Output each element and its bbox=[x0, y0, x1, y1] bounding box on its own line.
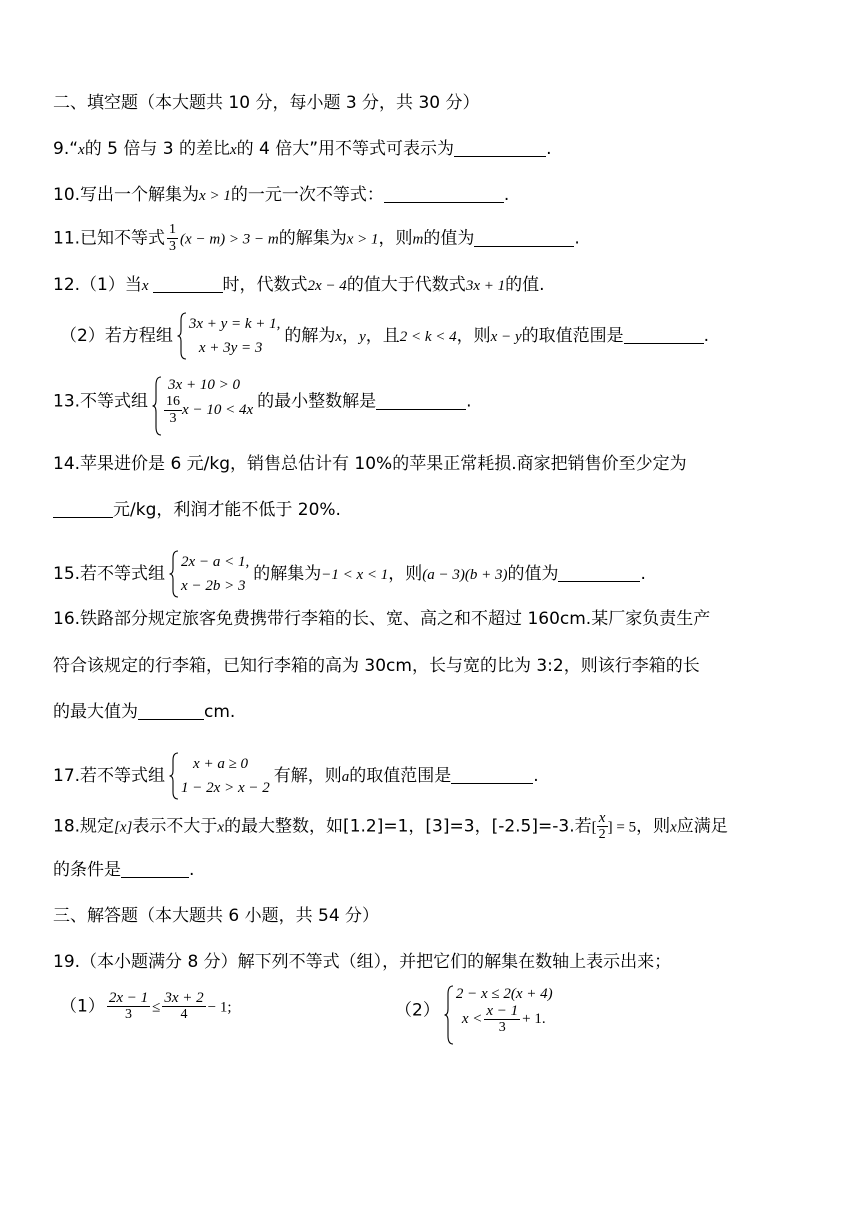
part-label: （1） bbox=[60, 996, 105, 1017]
question-16-line-3 bbox=[53, 700, 235, 724]
q12-text: 时，代数式 bbox=[222, 275, 308, 295]
q11-end: . bbox=[574, 228, 580, 249]
q12-text: 的值. bbox=[505, 275, 545, 295]
q11-fraction bbox=[167, 222, 178, 255]
system-row: 3x + y = k + 1, bbox=[188, 316, 281, 332]
numerator: 16 bbox=[166, 394, 181, 409]
system-row: x − 2b > 3 bbox=[181, 578, 246, 594]
left-brace-icon bbox=[169, 752, 179, 800]
question-11 bbox=[53, 222, 580, 255]
inequality-system bbox=[444, 985, 553, 1036]
left-brace-icon bbox=[169, 550, 179, 598]
numerator: 2x − 1 bbox=[108, 990, 149, 1006]
left-brace-icon bbox=[152, 376, 162, 436]
question-17 bbox=[53, 752, 539, 800]
system-row: 1 − 2x > x − 2 bbox=[181, 780, 270, 796]
q13-text: 13.不等式组 bbox=[53, 391, 149, 412]
q12-end: . bbox=[703, 326, 710, 346]
question-19-part-1 bbox=[60, 990, 232, 1023]
denominator: 3 bbox=[169, 411, 177, 426]
denominator: 2 bbox=[598, 827, 606, 842]
q19-fraction bbox=[484, 1003, 520, 1036]
answer-blank[interactable] bbox=[624, 325, 704, 344]
q18-var: x bbox=[670, 819, 677, 836]
system-row bbox=[164, 394, 253, 427]
q19-math: x < bbox=[461, 1010, 483, 1027]
system-row: 2x − a < 1, bbox=[181, 554, 250, 570]
q12-math: 2x − 4 bbox=[307, 278, 347, 294]
q11-text: 的值为 bbox=[423, 228, 475, 249]
answer-blank[interactable] bbox=[474, 228, 574, 247]
question-18-line-2 bbox=[53, 858, 194, 882]
q9-var: x bbox=[78, 142, 85, 158]
inequality-system bbox=[169, 752, 270, 800]
q12-text: 12.（1）当 bbox=[53, 275, 142, 295]
q15-math: −1 < x < 1 bbox=[321, 567, 389, 583]
q17-text: 17.若不等式组 bbox=[53, 766, 166, 786]
q12-math: 3x + 1 bbox=[465, 278, 506, 294]
q18-bracket: [ bbox=[591, 819, 597, 836]
denominator: 3 bbox=[124, 1007, 132, 1022]
numerator: x − 1 bbox=[486, 1003, 519, 1019]
q12-text: ，则 bbox=[456, 326, 491, 346]
q12-math: x − y bbox=[490, 329, 522, 345]
question-13 bbox=[53, 376, 472, 427]
system-row: x + a ≥ 0 bbox=[193, 756, 249, 772]
q9-var: x bbox=[229, 142, 237, 158]
q11-math: (x − m) > 3 − m bbox=[180, 231, 279, 248]
q17-end: . bbox=[533, 766, 539, 786]
q15-text: 的值为 bbox=[507, 564, 559, 584]
q12-text: （2）若方程组 bbox=[60, 326, 173, 346]
q19-math: − 1; bbox=[207, 999, 232, 1016]
answer-blank[interactable] bbox=[153, 274, 223, 293]
numerator: 1 bbox=[169, 222, 177, 237]
section-title: 二、填空题（本大题共 10 分，每小题 3 分，共 30 分） bbox=[53, 93, 480, 113]
answer-blank[interactable] bbox=[558, 563, 640, 582]
question-12-part-2 bbox=[60, 312, 709, 360]
q12-text: 的取值范围是 bbox=[521, 326, 624, 346]
left-brace-icon bbox=[177, 312, 187, 360]
q18-text: ，则 bbox=[636, 816, 671, 837]
q17-var: a bbox=[341, 769, 350, 785]
q17-text: 有解，则 bbox=[273, 766, 342, 786]
question-16-line-1: 16.铁路部分规定旅客免费携带行李箱的长、宽、高之和不超过 160cm.某厂家负责生产 bbox=[53, 609, 711, 629]
q13-fraction bbox=[164, 394, 182, 427]
q11-var: m bbox=[412, 231, 424, 248]
answer-blank[interactable] bbox=[376, 391, 466, 410]
q11-math: x > 1 bbox=[346, 231, 379, 248]
q13-end: . bbox=[466, 391, 472, 412]
q12-text: ，且 bbox=[365, 326, 400, 346]
question-12-part-1 bbox=[53, 273, 545, 298]
q19-math: ≤ bbox=[152, 999, 161, 1016]
q13-text: 的最小整数解是 bbox=[257, 391, 377, 412]
equation-system bbox=[177, 312, 281, 360]
q19-math: + 1. bbox=[522, 1010, 546, 1027]
q13-math: x − 10 < 4x bbox=[182, 401, 254, 418]
denominator: 3 bbox=[498, 1020, 506, 1035]
question-9 bbox=[53, 137, 551, 162]
q15-text: ，则 bbox=[388, 564, 423, 584]
q12-var: y bbox=[359, 329, 366, 345]
inequality-system bbox=[152, 376, 253, 427]
system-row: 2 − x ≤ 2(x + 4) bbox=[455, 986, 553, 1002]
q11-text: ，则 bbox=[378, 228, 413, 249]
q18-text: 18.规定 bbox=[53, 816, 115, 837]
q16-text: cm. bbox=[204, 702, 236, 722]
q18-math: [x] bbox=[114, 819, 133, 836]
answer-blank[interactable] bbox=[53, 499, 113, 518]
q10-text: 10.写出一个解集为 bbox=[53, 185, 200, 205]
q18-var: x bbox=[217, 819, 225, 836]
q12-var: x bbox=[335, 329, 343, 345]
q19-fraction bbox=[107, 990, 150, 1023]
q18-text: 的最大整数，如[1.2]=1，[3]=3，[-2.5]=-3.若 bbox=[224, 816, 592, 837]
q12-text: ， bbox=[342, 326, 360, 346]
question-15 bbox=[53, 550, 646, 598]
q10-math: x > 1 bbox=[199, 188, 231, 204]
q15-text: 的解集为 bbox=[253, 564, 322, 584]
q18-text: 应满足 bbox=[676, 816, 728, 837]
question-14-line-2 bbox=[53, 498, 341, 522]
q12-text: 的解为 bbox=[284, 326, 336, 346]
section-title: 三、解答题（本大题共 6 小题，共 54 分） bbox=[53, 906, 380, 926]
question-19-part-2 bbox=[395, 985, 557, 1036]
q18-math: ] = 5 bbox=[607, 819, 637, 836]
q9-text: 9.“ bbox=[53, 139, 79, 159]
q9-text: 的 5 倍与 3 的差比 bbox=[84, 139, 230, 159]
q11-text: 11.已知不等式 bbox=[53, 228, 166, 249]
denominator: 3 bbox=[169, 239, 177, 254]
q15-math: (a − 3)(b + 3) bbox=[422, 567, 508, 583]
question-14-line-1: 14.苹果进价是 6 元/kg，销售总估计有 10%的苹果正常耗损.商家把销售价至少定为 bbox=[53, 454, 687, 474]
question-18 bbox=[53, 810, 728, 843]
answer-blank[interactable] bbox=[454, 138, 546, 157]
q11-text: 的解集为 bbox=[278, 228, 347, 249]
system-row: 3x + 10 > 0 bbox=[168, 377, 240, 393]
q18-text: 的条件是 bbox=[53, 860, 121, 880]
q15-end: . bbox=[640, 564, 646, 584]
q16-text: 的最大值为 bbox=[53, 702, 138, 722]
part-label: （2） bbox=[395, 1000, 440, 1021]
q19-fraction bbox=[162, 990, 205, 1023]
system-row bbox=[456, 1003, 553, 1036]
q18-end: . bbox=[189, 860, 195, 880]
q18-text: 表示不大于 bbox=[132, 816, 218, 837]
numerator: x bbox=[597, 810, 608, 827]
inequality-system bbox=[169, 550, 249, 598]
q15-text: 15.若不等式组 bbox=[53, 564, 166, 584]
q12-text: 的值大于代数式 bbox=[346, 275, 466, 295]
answer-blank[interactable] bbox=[138, 701, 204, 720]
q12-var: x bbox=[141, 278, 149, 294]
question-16-line-2: 符合该规定的行李箱，已知行李箱的高为 30cm，长与宽的比为 3:2，则该行李箱的长 bbox=[53, 656, 700, 676]
answer-blank[interactable] bbox=[384, 184, 504, 203]
numerator: 3x + 2 bbox=[164, 990, 204, 1006]
denominator: 4 bbox=[180, 1007, 188, 1022]
left-brace-icon bbox=[444, 985, 454, 1045]
q18-fraction bbox=[597, 810, 608, 843]
question-19-stem: 19.（本小题满分 8 分）解下列不等式（组），并把它们的解集在数轴上表示出来； bbox=[53, 952, 672, 972]
q9-text: 的 4 倍大”用不等式可表示为 bbox=[236, 139, 455, 159]
system-row: x + 3y = 3 bbox=[198, 340, 263, 356]
answer-blank[interactable] bbox=[121, 859, 189, 878]
q9-end: . bbox=[546, 139, 552, 159]
q10-text: 的一元一次不等式： bbox=[230, 185, 384, 205]
q14-text: 元/kg，利润才能不低于 20%. bbox=[113, 500, 341, 520]
answer-blank[interactable] bbox=[451, 765, 533, 784]
q17-text: 的取值范围是 bbox=[349, 766, 452, 786]
question-10 bbox=[53, 183, 509, 208]
q10-end: . bbox=[503, 185, 510, 205]
q12-math: 2 < k < 4 bbox=[399, 329, 457, 345]
